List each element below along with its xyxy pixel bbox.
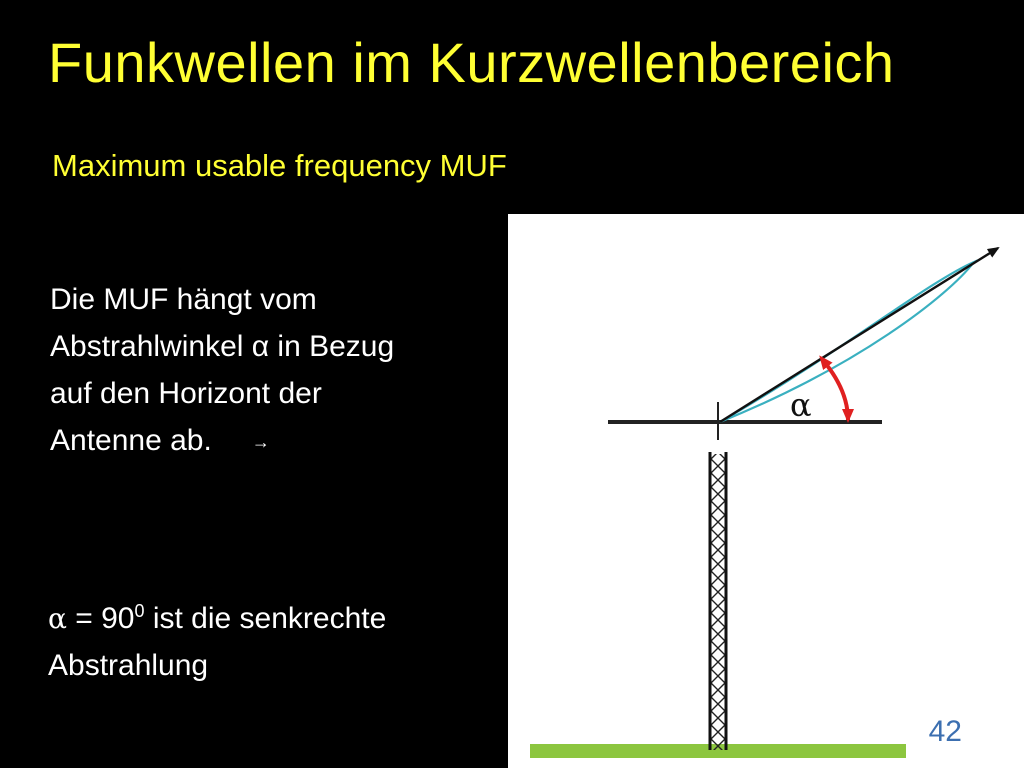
beam-arrow (720, 248, 998, 422)
antenna-diagram-svg (508, 214, 1024, 768)
angle-label: α (790, 386, 812, 424)
slide-subtitle: Maximum usable frequency MUF (52, 148, 507, 183)
body-line: Die MUF hängt vom (50, 283, 317, 316)
degree-superscript: 0 (134, 601, 145, 621)
note-prefix: = 90 (66, 602, 135, 635)
body-line: auf den Horizont der (50, 377, 322, 410)
body-line: Abstrahlwinkel α in Bezug (50, 330, 395, 363)
body-line-last (50, 417, 490, 466)
arrow-right-icon: → (251, 431, 270, 452)
body-text (50, 276, 490, 466)
note-suffix: ist die senkrechte (144, 602, 387, 635)
alpha-symbol: α (48, 602, 67, 635)
page-number: 42 (928, 715, 962, 748)
antenna-mast (710, 452, 726, 750)
note-line-2: Abstrahlung (48, 649, 209, 682)
slide-title: Funkwellen im Kurzwellenbereich (48, 31, 895, 94)
body-line: Antenne ab. (50, 424, 212, 457)
angle-arc-arrow (826, 364, 848, 420)
antenna-diagram (508, 214, 1024, 768)
note-line-1 (48, 588, 386, 642)
note-text (48, 588, 386, 689)
